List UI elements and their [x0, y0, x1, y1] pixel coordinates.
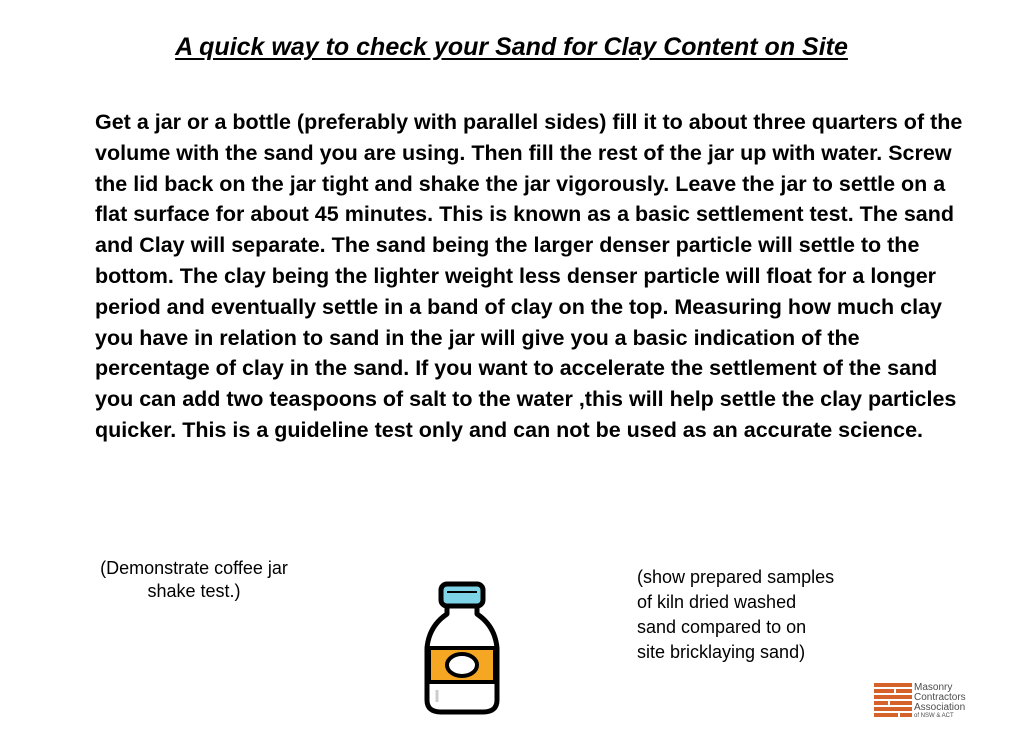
logo-line3: Association: [914, 702, 966, 713]
note-demonstrate: (Demonstrate coffee jar shake test.): [100, 558, 288, 601]
brick-logo-icon: [874, 683, 912, 721]
mca-logo: [874, 683, 1004, 723]
milk-bottle-icon: [417, 578, 507, 718]
logo-line2: Contractors: [914, 692, 966, 703]
page-title: A quick way to check your Sand for Clay Content on Site: [175, 33, 848, 61]
note-samples: (show prepared samples of kiln dried washed sand compared to on site bricklaying sand): [637, 567, 835, 662]
logo-line4: of NSW & ACT: [914, 713, 954, 719]
body-paragraph: Get a jar or a bottle (preferably with parallel sides) fill it to about three quarters of the volume with the sand you are using. Then fill the rest of the jar up with water. Screw the lid back on the jar tight and shake the jar vigorously. Leave the jar to settle on a flat surface for about 45 minutes. This is known as a basic settlement test. The sand and Clay will separate. The sand being the larger denser particle will settle to the bottom. The clay being the lighter weight less denser particle will float for a longer period and eventually settle in a band of clay on the top. Measuring how much clay you have in relation to sand in the jar will give you a basic indication of the percentage of clay in the sand. If you want to accelerate the settlement of the sand you can add two teaspoons of salt to the water ,this will help settle the clay particles quicker. This is a guideline test only and can not be used as an accurate science.: [95, 110, 963, 442]
logo-line1: Masonry: [914, 682, 953, 693]
